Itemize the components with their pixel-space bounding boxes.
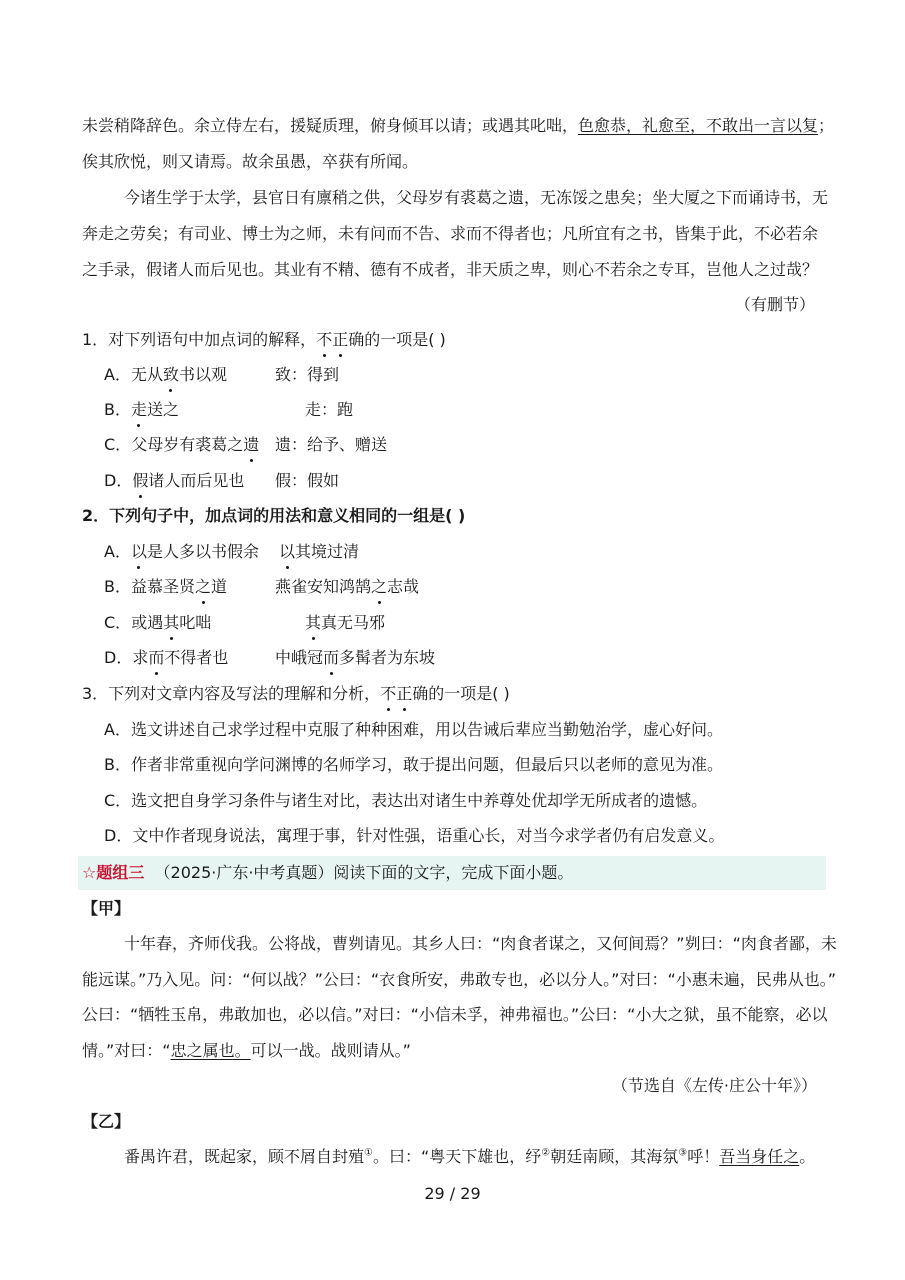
dotted-char: 以 <box>279 540 295 564</box>
footnote-marker[interactable]: ③ <box>678 1147 688 1159</box>
option-gloss: 走：跑 <box>305 400 354 419</box>
dotted-char: 正 <box>332 328 348 352</box>
text-run: 真无马邪 <box>321 613 386 632</box>
dotted-char: 走 <box>131 398 147 422</box>
section-heading-jia: 【甲】 <box>82 899 131 918</box>
underlined-phrase: 色愈恭，礼愈至，不敢出一言以复 <box>578 116 819 135</box>
dotted-char: 而 <box>148 646 164 670</box>
question-3-option-a[interactable]: A．选文讲述自己求学过程中克服了种种困难，用以告诫后辈应当勤勉治学，虚心好问。 <box>104 720 723 739</box>
option-label: A． <box>104 542 131 561</box>
passage-line: 公曰：“牺牲玉帛，弗敢加也，必以信。”对曰：“小信未孚，神弗福也。”公曰：“小大之狱，虽不能察，必以 <box>82 1005 828 1024</box>
text-run: 其境过清 <box>295 542 360 561</box>
option-label: D． <box>104 471 133 490</box>
question-2-option-c[interactable] <box>104 611 386 635</box>
question-1-option-d[interactable] <box>104 469 340 493</box>
option-gloss: 假：假如 <box>275 471 340 490</box>
dotted-char: 其 <box>305 611 321 635</box>
text-run: 未尝稍降辞色。余立侍左右，援疑质理，俯身倾耳以请；或遇其叱咄， <box>82 116 579 135</box>
group-instruction: （2025·广东·中考真题）阅读下面的文字，完成下面小题。 <box>154 863 574 882</box>
question-3-option-c[interactable]: C．选文把自身学习条件与诸生对比，表达出对诸生中养尊处优却学无所成者的遗憾。 <box>104 791 708 810</box>
section-heading-yi: 【乙】 <box>82 1112 131 1131</box>
text-run: 送之 <box>147 400 180 419</box>
dotted-char: 遗 <box>243 433 259 457</box>
text-run: 道 <box>211 577 228 596</box>
question-3-option-b[interactable]: B．作者非常重视向学问渊博的名师学习，敢于提出问题，但最后只以老师的意见为准。 <box>104 755 723 774</box>
text-run: 中峨冠 <box>275 648 324 667</box>
option-label: B． <box>104 400 131 419</box>
option-gloss: 致：得到 <box>275 365 340 384</box>
question-2-option-d[interactable] <box>104 646 436 670</box>
passage-line: 俟其欣悦，则又请焉。故余虽愚，卒获有所闻。 <box>82 152 419 171</box>
source-note: （有删节） <box>734 295 815 314</box>
option-second-sentence <box>275 646 435 670</box>
text-run: 或遇 <box>131 613 164 632</box>
passage-line <box>124 1145 815 1169</box>
footnote-marker[interactable]: ② <box>541 1147 551 1159</box>
group-tag: ☆题组三 <box>82 863 145 882</box>
option-gloss: 遗：给予、赠送 <box>275 435 388 454</box>
text-run: 叱咄 <box>179 613 212 632</box>
text-run: 情。”对曰：“ <box>82 1041 171 1060</box>
text-run: 父母岁有裘葛之 <box>131 435 244 454</box>
question-3-option-d[interactable]: D．文中作者现身说法，寓理于事，针对性强，语重心长，对当今求学者仍有启发意义。 <box>104 826 725 845</box>
text-run: 志哉 <box>387 577 420 596</box>
text-run: 多髯者为东坡 <box>339 648 436 667</box>
dotted-char: 正 <box>396 682 412 706</box>
dotted-char: 之 <box>195 575 211 599</box>
underlined-phrase: 吾当身任之 <box>719 1147 800 1166</box>
question-1-option-b[interactable] <box>104 398 354 422</box>
underlined-phrase: 忠之属也。 <box>170 1041 251 1060</box>
dotted-char: 以 <box>131 540 147 564</box>
option-label: C． <box>104 435 132 454</box>
text-run: 可以一战。战则请从。” <box>250 1041 411 1060</box>
question-2-option-a[interactable] <box>104 540 360 564</box>
group-banner-text <box>82 861 573 885</box>
text-run: 诸人而后见也 <box>148 471 245 490</box>
footnote-marker[interactable]: ① <box>364 1147 373 1159</box>
passage-line: 之手录，假诸人而后见也。其业有不精、德有不成者，非天质之卑，则心不若余之专耳，岂他人之过哉？ <box>82 260 819 279</box>
dotted-char: 不 <box>380 682 396 706</box>
dotted-char: 而 <box>323 646 339 670</box>
question-2-option-b[interactable] <box>104 575 420 599</box>
question-2-stem: 2．下列句子中，加点词的用法和意义相同的一组是( ) <box>82 506 466 525</box>
dotted-char: 之 <box>371 575 387 599</box>
text-run: 无从 <box>130 365 163 384</box>
text-run: 1．对下列语句中加点词的解释， <box>82 330 317 349</box>
text-run: 书以观 <box>178 365 227 384</box>
passage-line: 十年春，齐师伐我。公将战，曹刿请见。其乡人曰：“肉食者谋之，又何间焉？”刿曰：“肉食者鄙，未 <box>124 934 837 953</box>
passage-line: 今诸生学于太学，县官日有廪稍之供，父母岁有裘葛之遗，无冻馁之患矣；坐大厦之下而诵诗书，无 <box>124 188 829 207</box>
passage-line: 能远谋。”乃入见。问：“何以战？”公曰：“衣食所安，弗敢专也，必以分人。”对曰：“小惠未遍，民弗从也。” <box>82 970 837 989</box>
text-run: 求 <box>132 648 149 667</box>
dotted-char: 致 <box>163 363 179 387</box>
option-second-sentence <box>305 611 385 635</box>
option-label: D． <box>104 648 133 667</box>
dotted-char: 假 <box>132 469 148 493</box>
page-number: 29 / 29 <box>424 1184 481 1203</box>
question-3-stem <box>82 682 510 706</box>
text-run: 不得者也 <box>164 648 229 667</box>
option-label: B． <box>104 577 131 596</box>
source-note: （节选自《左传·庄公十年》） <box>611 1076 817 1095</box>
text-run: 番禺许君，既起家，顾不屑自封殖 <box>124 1147 365 1166</box>
text-run: 。曰：“粤天下雄也，纾 <box>372 1147 542 1166</box>
text-run: 呼！ <box>687 1147 720 1166</box>
text-run: 确的一项是( ) <box>348 330 446 349</box>
passage-line <box>82 114 834 138</box>
dotted-char: 不 <box>316 328 332 352</box>
passage-line: 奔走之劳矣；有司业、博士为之师，未有问而不告、求而不得者也；凡所宜有之书，皆集于此，不必若余 <box>82 224 819 243</box>
dotted-char: 其 <box>163 611 179 635</box>
text-run: 燕雀安知鸿鹄 <box>275 577 372 596</box>
text-run: 朝廷南顾，其海氛 <box>550 1147 679 1166</box>
option-second-sentence <box>275 575 419 599</box>
option-second-sentence <box>279 540 359 564</box>
option-label: A． <box>104 365 131 384</box>
question-1-stem <box>82 328 446 352</box>
text-run: 。 <box>799 1147 816 1166</box>
question-1-option-c[interactable] <box>104 433 388 457</box>
passage-line <box>82 1039 411 1063</box>
text-run: 是人多以书假余 <box>146 542 259 561</box>
text-run: 3．下列对文章内容及写法的理解和分析， <box>82 684 381 703</box>
question-1-option-a[interactable] <box>104 363 340 387</box>
text-run: ； <box>818 116 835 135</box>
text-run: 确的一项是( ) <box>412 684 510 703</box>
option-label: C． <box>104 613 132 632</box>
text-run: 益慕圣贤 <box>130 577 195 596</box>
